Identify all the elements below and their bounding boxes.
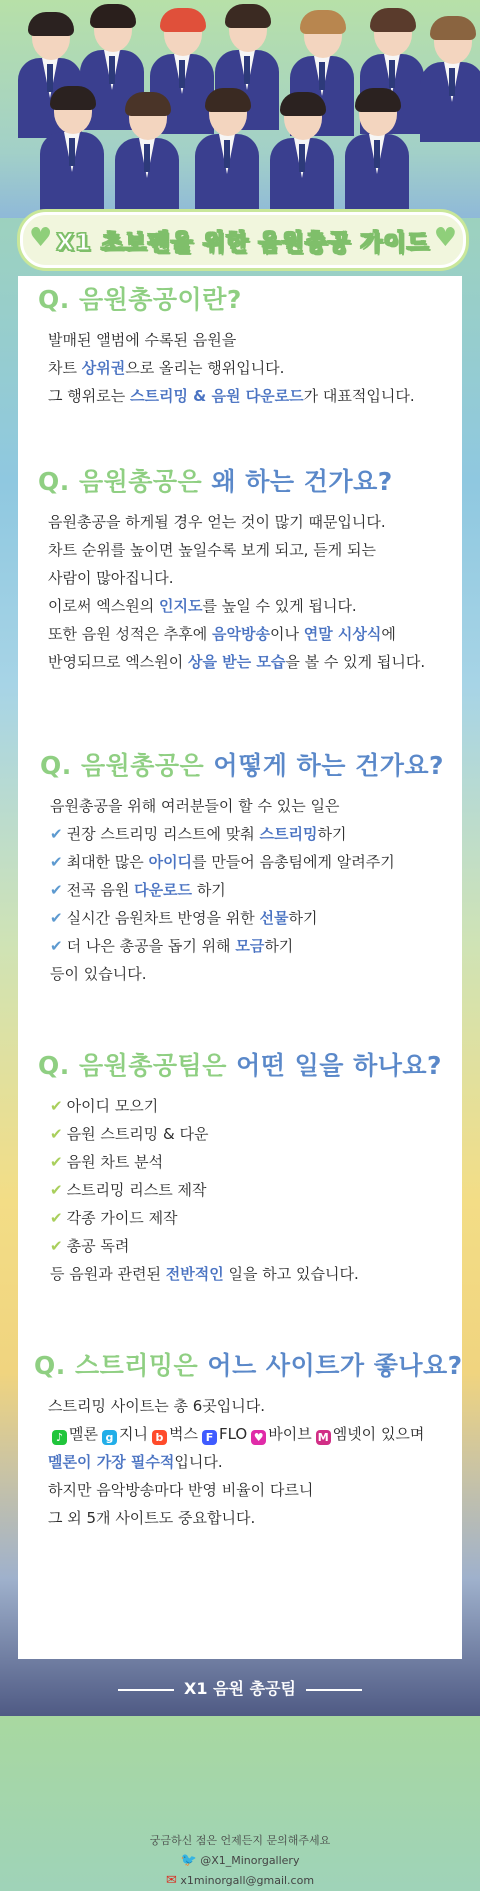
answer-line: 등 음원과 관련된 전반적인 일을 하고 있습니다. [50,1265,359,1283]
section-sites [18,1346,462,1532]
answer-text [18,326,462,410]
answer-line: ♪ 멜론 g 지니 b 벅스 F FLO ♥ 바이브 M 엠넷이 있으며 [48,1420,462,1448]
check-icon: ✔ [50,1097,63,1115]
member-photo [420,16,480,136]
highlight-text: 전반적인 [165,1265,224,1283]
email-address[interactable]: x1minorgall@gmail.com [180,1874,315,1887]
answer-line: ✔ 아이디 모으기 [50,1097,159,1115]
divider-left [118,1689,174,1691]
contact-note: 궁금하신 점은 언제든지 문의해주세요 [149,1834,331,1847]
bugs-app-icon: b [152,1430,167,1445]
highlight-text: 인지도 [158,597,203,615]
answer-line: 스트리밍 사이트는 총 6곳입니다. [48,1397,265,1415]
team-label: X1 음원 총공팀 [184,1679,296,1698]
check-icon: ✔ [50,909,63,927]
email-contact[interactable] [18,1871,462,1891]
answer-line: 그 행위로는 스트리밍 & 음원 다운로드가 대표적입니다. [48,387,415,405]
question-accent: 왜 하는 건가요? [211,467,393,496]
answer-line: 이로써 엑스원의 인지도를 높일 수 있게 됩니다. [48,597,357,615]
melon-app-icon: ♪ [52,1430,67,1445]
question-prefix: Q. 음원총공은 [40,751,214,780]
divider-right [306,1689,362,1691]
section-what-is [18,280,462,410]
group-photo-header [0,0,480,218]
genie-app-icon: g [102,1430,117,1445]
question-accent: 어떤 일을 하나요? [236,1051,443,1080]
highlight-text: 스트리밍 & 음원 다운로드 [130,387,304,405]
check-icon: ✔ [50,1181,63,1199]
vibe-app-icon: ♥ [251,1430,266,1445]
answer-line: ✔ 실시간 음원차트 반영을 위한 선물하기 [50,909,318,927]
answer-text [18,508,462,676]
answer-line: ✔ 스트리밍 리스트 제작 [50,1181,207,1199]
highlight-text: 연말 시상식 [303,625,382,643]
check-icon: ✔ [50,1237,63,1255]
answer-line: 그 외 5개 사이트도 중요합니다. [48,1509,256,1527]
question-heading [18,1046,462,1082]
team-signature [0,1676,480,1699]
gmail-icon: ✉ [165,1873,177,1888]
answer-line: 멜론이 가장 필수적입니다. [48,1453,223,1471]
question-prefix: Q. 음원총공은 [38,467,212,496]
section-team [18,1046,462,1288]
question-heading [18,1346,462,1382]
answer-line: 등이 있습니다. [50,965,147,983]
question-heading [18,462,462,498]
heart-left-icon: ♥ [29,223,53,253]
answer-line: ✔ 더 나은 총공을 돕기 위해 모금하기 [50,937,294,955]
contact-footer [18,1831,462,1891]
highlight-text: 상을 받는 모습 [187,653,286,671]
member-photo [270,92,334,212]
section-how [18,746,462,988]
answer-line: 사람이 많아집니다. [48,569,174,587]
highlight-text: 음악방송 [211,625,270,643]
question-prefix: Q. 스트리밍은 [34,1351,208,1380]
check-icon: ✔ [50,881,63,899]
answer-line: 차트 순위를 높이면 높일수록 보게 되고, 듣게 되는 [48,541,376,559]
answer-line: ✔ 전곡 음원 다운로드 하기 [50,881,226,899]
question-prefix: Q. 음원총공팀은 [38,1051,237,1080]
question-accent: 어느 사이트가 좋나요? [207,1351,463,1380]
check-icon: ✔ [50,937,63,955]
check-icon: ✔ [50,853,63,871]
answer-line: 음원총공을 하게될 경우 얻는 것이 많기 때문입니다. [48,513,386,531]
answer-line: 반영되므로 엑스원이 상을 받는 모습을 볼 수 있게 됩니다. [48,653,426,671]
twitter-icon: 🐦 [180,1853,197,1868]
check-icon: ✔ [50,1209,63,1227]
member-photo [115,92,179,212]
twitter-handle[interactable]: @X1_Minorgallery [200,1854,300,1867]
highlight-text: 상위권 [81,359,126,377]
highlight-text: 스트리밍 [259,825,318,843]
highlight-text: 다운로드 [134,881,193,899]
guide-title-banner [20,212,466,268]
answer-line: 하지만 음악방송마다 반영 비율이 다르니 [48,1481,314,1499]
answer-line: ✔ 음원 스트리밍 & 다운 [50,1125,209,1143]
answer-line: 음원총공을 위해 여러분들이 할 수 있는 일은 [50,797,340,815]
twitter-contact[interactable] [18,1851,462,1871]
answer-line: ✔ 총공 독려 [50,1237,130,1255]
answer-line: ✔ 각종 가이드 제작 [50,1209,178,1227]
answer-text [18,1392,462,1532]
heart-right-icon: ♥ [433,223,457,253]
mnet-app-icon: M [316,1430,331,1445]
answer-line: ✔ 음원 차트 분석 [50,1153,164,1171]
highlight-text: 모금 [235,937,265,955]
answer-line: 또한 음원 성적은 추후에 음악방송이나 연말 시상식에 [48,625,396,643]
answer-line: 차트 상위권으로 올리는 행위입니다. [48,359,285,377]
answer-text [18,1092,462,1288]
question-accent: 어떻게 하는 건가요? [213,751,445,780]
guide-title: X1 초보팬을 위한 음원총공 가이드 [56,229,430,256]
answer-line: ✔ 최대한 많은 아이디를 만들어 음총팀에게 알려주기 [50,853,395,871]
answer-text [18,792,462,988]
highlight-text: 멜론이 가장 필수적 [48,1453,175,1471]
answer-line: 발매된 앨범에 수록된 음원을 [48,331,237,349]
highlight-text: 선물 [259,909,289,927]
section-why [18,462,462,676]
question-heading: Q. 음원총공이란? [38,285,242,314]
answer-line: ✔ 권장 스트리밍 리스트에 맞춰 스트리밍하기 [50,825,347,843]
check-icon: ✔ [50,825,63,843]
flo-app-icon: F [202,1430,217,1445]
check-icon: ✔ [50,1153,63,1171]
member-photo [195,88,259,208]
highlight-text: 아이디 [148,853,193,871]
member-photo [345,88,409,208]
check-icon: ✔ [50,1125,63,1143]
question-heading [18,746,462,782]
member-photo [40,86,104,206]
